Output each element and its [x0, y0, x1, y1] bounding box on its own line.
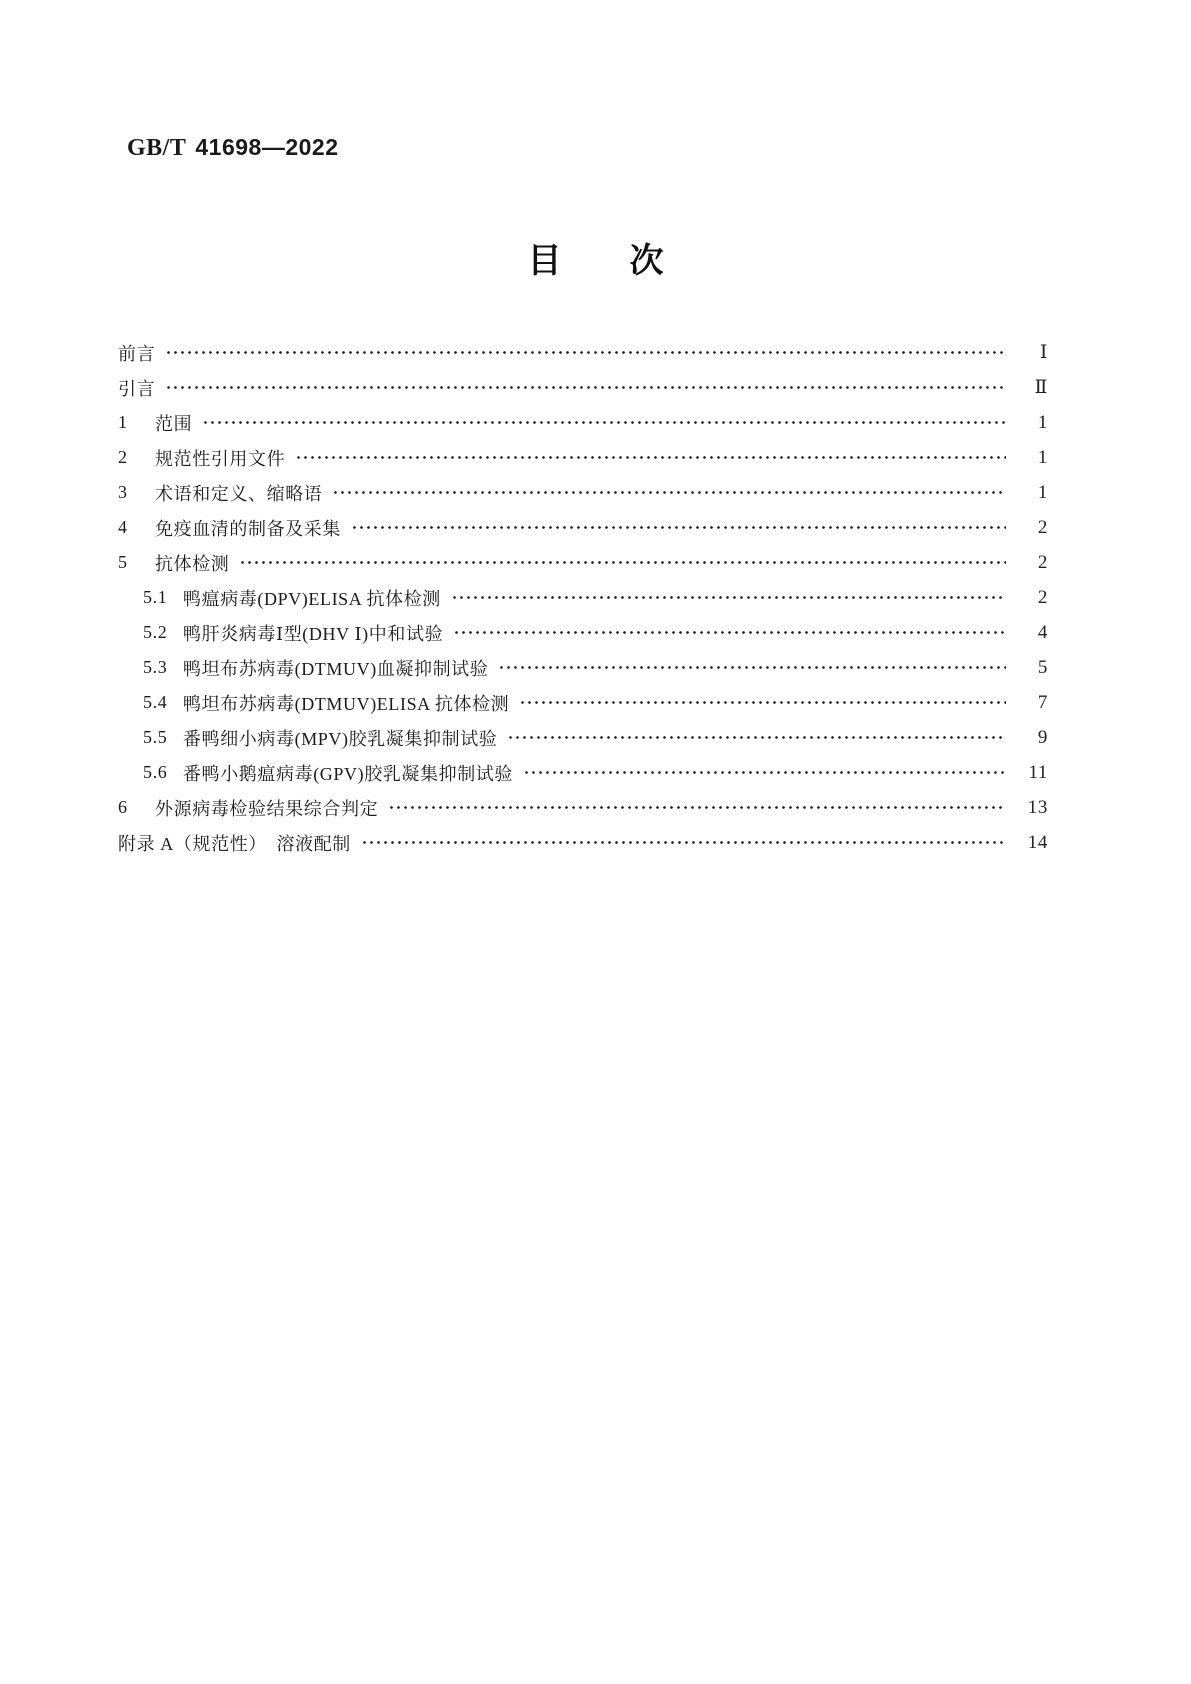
toc-entry-label: 鸭坦布苏病毒(DTMUV)ELISA 抗体检测 [183, 693, 510, 714]
standard-code [127, 134, 338, 162]
toc-entry-annex-a [118, 825, 1048, 860]
toc-entry-label: 鸭瘟病毒(DPV)ELISA 抗体检测 [183, 588, 441, 609]
toc-entry-number: 2 [118, 447, 128, 467]
toc-entry-page: 2 [1037, 551, 1048, 573]
toc-entry-label: 术语和定义、缩略语 [155, 483, 323, 504]
toc-entry-number: 3 [118, 482, 128, 502]
toc-entry-section-1 [118, 405, 1048, 440]
toc-entry-label: 前言 [118, 343, 156, 364]
toc-entry-section-2 [118, 440, 1048, 475]
toc-entry-page: 13 [1027, 796, 1048, 818]
dot-leader [202, 405, 1006, 440]
toc-entry-section-5-3 [118, 650, 1048, 685]
toc-entry-section-3 [118, 475, 1048, 510]
toc-entry-section-5-2 [118, 615, 1048, 650]
toc-entry-label: 鸭坦布苏病毒(DTMUV)血凝抑制试验 [183, 658, 489, 679]
toc-entry-label: 外源病毒检验结果综合判定 [155, 798, 379, 819]
toc-entry-page: 2 [1037, 516, 1048, 538]
toc-entry-number: 5.5 [143, 727, 168, 747]
toc-entry-label: 规范性引用文件 [155, 448, 286, 469]
toc-entry-page: Ⅰ [1039, 342, 1048, 363]
toc-entry-page: 9 [1037, 726, 1048, 748]
toc-entry-number: 1 [118, 412, 128, 432]
toc-entry-label: 番鸭细小病毒(MPV)胶乳凝集抑制试验 [183, 728, 498, 749]
toc-entry-section-4 [118, 510, 1048, 545]
toc-entry-page: 5 [1037, 656, 1048, 678]
toc-entry-number: 5 [118, 552, 128, 572]
toc-entry-foreword [118, 335, 1048, 370]
toc-entry-section-5 [118, 545, 1048, 580]
dot-leader [388, 790, 1006, 825]
dot-leader [351, 510, 1006, 545]
toc-entry-label: 附录 A（规范性） 溶液配制 [118, 833, 351, 854]
toc-entry-label: 免疫血清的制备及采集 [155, 518, 341, 539]
dot-leader [453, 615, 1006, 650]
dot-leader [332, 475, 1006, 510]
dot-leader [165, 335, 1006, 370]
toc-entry-page: 1 [1037, 481, 1048, 503]
dot-leader [165, 370, 1006, 405]
toc-entry-page: 4 [1037, 621, 1048, 643]
standard-code-number: 41698—2022 [195, 134, 339, 160]
toc-entry-number: 5.6 [143, 762, 168, 782]
dot-leader [507, 720, 1006, 755]
toc-entry-section-5-6 [118, 755, 1048, 790]
toc-entry-number: 5.1 [143, 587, 168, 607]
toc-entry-number: 6 [118, 797, 128, 817]
toc-entry-section-5-5 [118, 720, 1048, 755]
toc-entry-number: 5.4 [143, 692, 168, 712]
dot-leader [523, 755, 1006, 790]
toc-entry-section-5-1 [118, 580, 1048, 615]
standard-code-prefix: GB/T [127, 135, 187, 161]
toc-entry-label: 范围 [155, 413, 193, 434]
toc-entry-section-6 [118, 790, 1048, 825]
dot-leader [451, 580, 1006, 615]
toc-entry-number: 5.3 [143, 657, 168, 677]
dot-leader [361, 825, 1006, 860]
toc-entry-page: 7 [1037, 691, 1048, 713]
dot-leader [519, 685, 1006, 720]
toc-entry-page: 1 [1037, 446, 1048, 468]
toc-entry-label: 鸭肝炎病毒Ⅰ型(DHV Ⅰ)中和试验 [183, 623, 444, 644]
dot-leader [295, 440, 1006, 475]
toc-entry-page: Ⅱ [1034, 377, 1048, 398]
toc-entry-section-5-4 [118, 685, 1048, 720]
page-title: 目 次 [527, 242, 664, 280]
toc-entry-number: 4 [118, 517, 128, 537]
toc-entry-page: 14 [1027, 831, 1048, 853]
toc-entry-page: 1 [1037, 411, 1048, 433]
toc-entry-label: 抗体检测 [155, 553, 230, 574]
toc-entry-page: 11 [1028, 761, 1048, 783]
toc-entry-page: 2 [1037, 586, 1048, 608]
toc-entry-introduction [118, 370, 1048, 405]
dot-leader [239, 545, 1006, 580]
toc-entry-label: 番鸭小鹅瘟病毒(GPV)胶乳凝集抑制试验 [183, 763, 513, 784]
toc-entry-number: 5.2 [143, 622, 168, 642]
toc-entry-label: 引言 [118, 378, 156, 399]
dot-leader [498, 650, 1006, 685]
table-of-contents [118, 335, 1048, 860]
